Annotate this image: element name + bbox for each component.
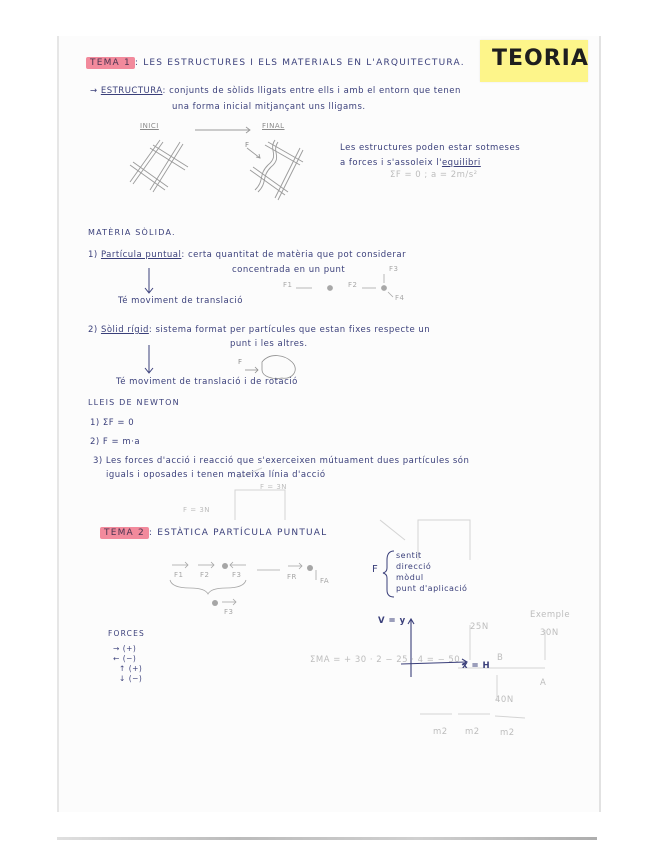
force-sign-right: → (+) — [113, 644, 137, 653]
sticky-note-label: TEORIA — [492, 46, 589, 71]
estructura-def-line1: : conjunts de sòlids lligats entre ells i amb el entorn que tenen — [162, 86, 461, 96]
materia-solida-heading: MATÈRIA SÒLIDA. — [88, 228, 176, 237]
solid-rigid-motion-result: Té moviment de translació i de rotació — [116, 377, 298, 387]
equilibri-term: equilibri — [441, 158, 481, 168]
bleed-through-label: 40N — [495, 695, 514, 705]
vector-symbol: F — [372, 564, 379, 575]
forces-heading: FORCES — [108, 629, 145, 638]
force-sign-down: ↓ (−) — [119, 674, 143, 683]
force-sign-left: ← (−) — [113, 654, 137, 663]
newton-laws-heading: LLEIS DE NEWTON — [88, 398, 180, 407]
tema2-f3-label: F3 — [232, 571, 242, 579]
estructura-def-line2: una forma inicial mitjançant uns lligams. — [172, 102, 366, 112]
estructura-term: ESTRUCTURA — [100, 86, 163, 96]
particula-def-line2: concentrada en un punt — [232, 265, 346, 275]
bleed-through-label: A — [540, 678, 547, 688]
particula-motion-result: Té moviment de translació — [118, 296, 243, 306]
diagram-force-label: F — [245, 141, 250, 149]
tema2-fr-label: FR — [287, 573, 297, 581]
force-f3-label: F3 — [389, 265, 399, 273]
faint-force-label-2: F = 3N — [183, 506, 211, 514]
force-f1-label: F1 — [283, 281, 293, 289]
vector-prop-modul: mòdul — [396, 573, 424, 582]
tema2-fa-label: FA — [320, 577, 330, 585]
arrow-down-icon: ↓ — [119, 674, 126, 683]
solid-rigid-def-line2: punt i les altres. — [230, 339, 308, 349]
newton-law-3-line1: 3) Les forces d'acció i reacció que s'exerceixen mútuament dues partícules són — [93, 456, 470, 466]
arrow-left-icon: ← — [113, 654, 120, 663]
equilibrium-note-line2: a forces i s'assoleix l'equilibri — [340, 158, 481, 168]
tema1-tag: TEMA 1 — [86, 57, 135, 69]
solid-rigid-definition: 2) Sòlid rígid: sistema format per partícules que estan fixes respecte un — [88, 325, 431, 335]
bleed-through-label: B — [497, 653, 504, 663]
x-axis-label: x = H — [462, 661, 491, 671]
diagram-label-final: FINAL — [262, 122, 285, 130]
bleed-through-label: 30N — [540, 628, 559, 638]
tema2-f1-label: F1 — [174, 571, 184, 579]
bleed-through-equation: ΣMA = + 30 · 2 − 25 · 4 = − 50 — [310, 655, 461, 665]
arrow-right-icon: → — [113, 644, 120, 653]
solid-rigid-term: Sòlid rígid — [100, 325, 149, 335]
tema2-f2-label: F2 — [200, 571, 210, 579]
arrow-up-icon: ↑ — [119, 664, 126, 673]
equilibrium-note-line1: Les estructures poden estar sotmeses — [340, 143, 521, 153]
tema2-fr2-label: F3 — [224, 608, 234, 616]
newton-law-1: 1) ΣF = 0 — [90, 418, 135, 428]
arrow-bullet-icon: → — [90, 86, 101, 96]
rigid-force-label: F — [238, 358, 243, 366]
vector-prop-sentit: sentit — [396, 551, 422, 560]
y-axis-label: V = y — [378, 616, 406, 626]
vector-prop-punt-aplicacio: punt d'aplicació — [396, 584, 468, 593]
bleed-through-label: m2 — [433, 727, 448, 737]
bleed-through-text: ΣF = 0 ; a = 2m/s² — [390, 170, 478, 180]
bleed-through-example: Exemple — [530, 610, 571, 620]
force-f4-label: F4 — [395, 294, 405, 302]
newton-law-3-line2: iguals i oposades i tenen mateixa línia d'acció — [106, 470, 326, 480]
newton-law-2: 2) F = m·a — [90, 437, 141, 447]
tema2-title: : ESTÀTICA PARTÍCULA PUNTUAL — [148, 528, 328, 538]
force-f2-label: F2 — [348, 281, 358, 289]
bleed-through-label: 25N — [470, 622, 489, 632]
tema1-title: : LES ESTRUCTURES I ELS MATERIALS EN L'ARQUITECTURA. — [134, 58, 465, 68]
vector-prop-direccio: direcció — [396, 562, 432, 571]
diagram-label-initial: INICI — [140, 122, 159, 130]
faint-force-label: F = 3N — [260, 483, 288, 491]
bleed-through-label: m2 — [500, 728, 515, 738]
tema2-tag: TEMA 2 — [100, 527, 149, 539]
bleed-through-label: m2 — [465, 727, 480, 737]
force-sign-up: ↑ (+) — [119, 664, 143, 673]
particula-puntual-definition: 1) Partícula puntual: certa quantitat de matèria que pot considerar — [88, 250, 407, 260]
particula-puntual-term: Partícula puntual — [100, 250, 182, 260]
